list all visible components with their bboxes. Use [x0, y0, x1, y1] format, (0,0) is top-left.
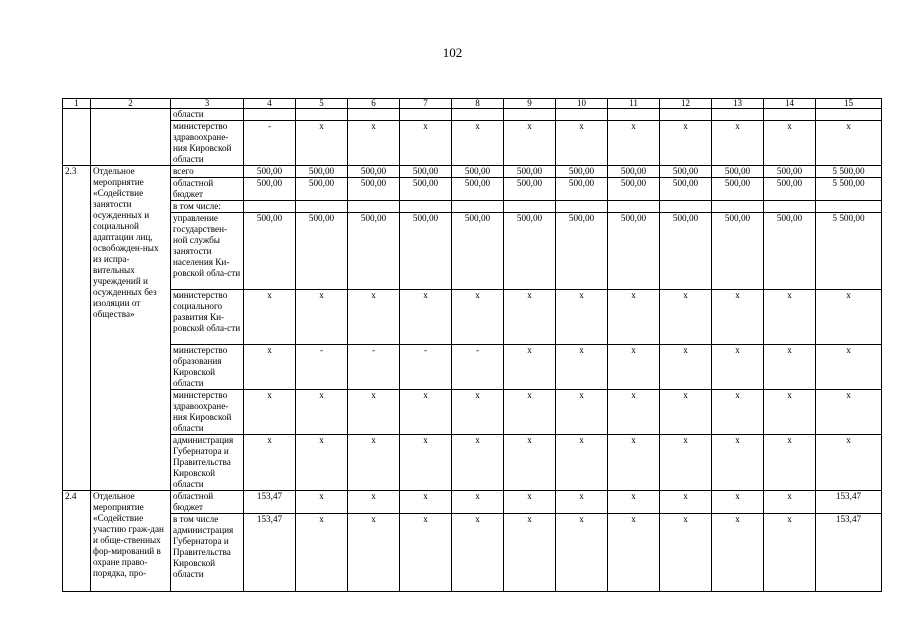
- value-cell: 500,00: [348, 178, 400, 201]
- value-cell: [348, 201, 400, 213]
- value-cell: [556, 109, 608, 121]
- table-row: [63, 178, 882, 201]
- value-cell: 153,47: [816, 514, 882, 592]
- value-cell: [816, 109, 882, 121]
- value-cell: [348, 109, 400, 121]
- value-cell: x: [816, 121, 882, 166]
- value-cell: 500,00: [400, 178, 452, 201]
- col-header: 5: [296, 99, 348, 109]
- executor-cell: в том числе:: [171, 201, 244, 213]
- value-cell: x: [348, 121, 400, 166]
- value-cell: x: [816, 435, 882, 491]
- value-cell: 500,00: [452, 166, 504, 178]
- value-cell: x: [504, 514, 556, 592]
- value-cell: x: [712, 345, 764, 390]
- executor-cell: администрация Губернатора и Правительства Кировской области: [171, 435, 244, 491]
- item-name-cell: Отдельное мероприятие «Содействие участию граж-дан и обще-ственных фор-мирований в охране право-порядка, про-: [91, 491, 171, 592]
- value-cell: x: [764, 390, 816, 435]
- item-number-cell: 2.3: [63, 166, 91, 491]
- value-cell: [504, 201, 556, 213]
- value-cell: 500,00: [712, 178, 764, 201]
- value-cell: 500,00: [348, 166, 400, 178]
- value-cell: [296, 201, 348, 213]
- value-cell: x: [296, 491, 348, 514]
- value-cell: x: [504, 290, 556, 345]
- executor-cell: министерство здравоохране-ния Кировской области: [171, 390, 244, 435]
- value-cell: x: [608, 491, 660, 514]
- value-cell: 500,00: [660, 178, 712, 201]
- col-header: 7: [400, 99, 452, 109]
- value-cell: x: [348, 491, 400, 514]
- value-cell: x: [660, 121, 712, 166]
- table-row: [63, 109, 882, 121]
- value-cell: x: [504, 345, 556, 390]
- value-cell: 500,00: [660, 213, 712, 290]
- value-cell: [452, 201, 504, 213]
- value-cell: x: [608, 514, 660, 592]
- executor-cell: в том числе администрация Губернатора и Правительства Кировской области: [171, 514, 244, 592]
- value-cell: 500,00: [244, 213, 296, 290]
- budget-table: [62, 98, 882, 592]
- value-cell: [296, 109, 348, 121]
- executor-cell: области: [171, 109, 244, 121]
- value-cell: x: [452, 491, 504, 514]
- value-cell: 500,00: [556, 166, 608, 178]
- executor-cell: областной бюджет: [171, 491, 244, 514]
- value-cell: 500,00: [764, 166, 816, 178]
- value-cell: x: [400, 491, 452, 514]
- value-cell: x: [608, 390, 660, 435]
- value-cell: x: [608, 290, 660, 345]
- executor-cell: управление государствен-ной службы занятости населения Ки-ровской обла-сти: [171, 213, 244, 290]
- executor-cell: министерство социального развития Ки-ровской обла-сти: [171, 290, 244, 345]
- value-cell: x: [348, 514, 400, 592]
- value-cell: [608, 109, 660, 121]
- value-cell: 500,00: [712, 166, 764, 178]
- value-cell: x: [764, 514, 816, 592]
- col-header: 3: [171, 99, 244, 109]
- value-cell: 500,00: [400, 166, 452, 178]
- value-cell: x: [816, 290, 882, 345]
- value-cell: 500,00: [348, 213, 400, 290]
- value-cell: x: [660, 390, 712, 435]
- value-cell: x: [452, 435, 504, 491]
- value-cell: x: [244, 290, 296, 345]
- value-cell: x: [816, 390, 882, 435]
- value-cell: 500,00: [296, 178, 348, 201]
- value-cell: x: [348, 290, 400, 345]
- table-row: [63, 166, 882, 178]
- table-row: [63, 514, 882, 592]
- table-row: [63, 290, 882, 345]
- value-cell: [764, 201, 816, 213]
- value-cell: [816, 201, 882, 213]
- value-cell: 500,00: [660, 166, 712, 178]
- value-cell: x: [556, 390, 608, 435]
- value-cell: -: [348, 345, 400, 390]
- value-cell: x: [712, 121, 764, 166]
- value-cell: [660, 109, 712, 121]
- value-cell: x: [608, 345, 660, 390]
- value-cell: 153,47: [816, 491, 882, 514]
- value-cell: x: [400, 435, 452, 491]
- value-cell: x: [556, 514, 608, 592]
- table-row: [63, 121, 882, 166]
- value-cell: [452, 109, 504, 121]
- col-header: 1: [63, 99, 91, 109]
- value-cell: x: [504, 491, 556, 514]
- item-number-cell: [63, 109, 91, 166]
- value-cell: 5 500,00: [816, 213, 882, 290]
- value-cell: x: [296, 514, 348, 592]
- value-cell: x: [400, 121, 452, 166]
- value-cell: x: [556, 121, 608, 166]
- value-cell: x: [400, 290, 452, 345]
- value-cell: x: [504, 390, 556, 435]
- col-header: 12: [660, 99, 712, 109]
- table-row: [63, 201, 882, 213]
- item-number-cell: 2.4: [63, 491, 91, 592]
- value-cell: 500,00: [608, 166, 660, 178]
- col-header: 10: [556, 99, 608, 109]
- value-cell: x: [400, 514, 452, 592]
- value-cell: x: [660, 435, 712, 491]
- col-header: 2: [91, 99, 171, 109]
- col-header: 11: [608, 99, 660, 109]
- value-cell: [712, 201, 764, 213]
- value-cell: x: [452, 121, 504, 166]
- value-cell: x: [816, 345, 882, 390]
- table-row: [63, 435, 882, 491]
- value-cell: 500,00: [244, 166, 296, 178]
- value-cell: x: [764, 290, 816, 345]
- value-cell: 500,00: [764, 178, 816, 201]
- value-cell: 500,00: [296, 213, 348, 290]
- value-cell: 500,00: [452, 178, 504, 201]
- value-cell: x: [712, 390, 764, 435]
- value-cell: x: [556, 290, 608, 345]
- value-cell: 500,00: [296, 166, 348, 178]
- value-cell: 5 500,00: [816, 166, 882, 178]
- value-cell: 500,00: [764, 213, 816, 290]
- value-cell: 500,00: [244, 178, 296, 201]
- value-cell: 500,00: [504, 166, 556, 178]
- value-cell: x: [764, 345, 816, 390]
- value-cell: 153,47: [244, 514, 296, 592]
- value-cell: x: [452, 390, 504, 435]
- value-cell: [764, 109, 816, 121]
- value-cell: x: [244, 345, 296, 390]
- value-cell: x: [400, 390, 452, 435]
- value-cell: x: [712, 435, 764, 491]
- value-cell: -: [244, 121, 296, 166]
- value-cell: [556, 201, 608, 213]
- value-cell: x: [712, 491, 764, 514]
- value-cell: x: [764, 435, 816, 491]
- value-cell: 500,00: [556, 213, 608, 290]
- value-cell: x: [244, 390, 296, 435]
- value-cell: 153,47: [244, 491, 296, 514]
- header-row: [63, 99, 882, 109]
- value-cell: x: [452, 290, 504, 345]
- executor-cell: всего: [171, 166, 244, 178]
- value-cell: [400, 201, 452, 213]
- value-cell: [504, 109, 556, 121]
- value-cell: x: [296, 290, 348, 345]
- item-name-cell: Отдельное мероприятие «Содействие занятости осужденных и социальной адаптации лиц, освобожден-ных из испра-вительных учреждений и осужденных без изоляции от общества»: [91, 166, 171, 491]
- col-header: 8: [452, 99, 504, 109]
- value-cell: [400, 109, 452, 121]
- value-cell: x: [712, 290, 764, 345]
- value-cell: x: [556, 435, 608, 491]
- value-cell: x: [556, 491, 608, 514]
- col-header: 15: [816, 99, 882, 109]
- value-cell: x: [608, 121, 660, 166]
- value-cell: x: [348, 435, 400, 491]
- value-cell: 500,00: [556, 178, 608, 201]
- table-row: [63, 213, 882, 290]
- value-cell: -: [296, 345, 348, 390]
- value-cell: x: [660, 514, 712, 592]
- col-header: 14: [764, 99, 816, 109]
- value-cell: x: [504, 435, 556, 491]
- value-cell: 500,00: [504, 178, 556, 201]
- col-header: 4: [244, 99, 296, 109]
- col-header: 9: [504, 99, 556, 109]
- item-name-cell: [91, 109, 171, 166]
- executor-cell: министерство здравоохране-ния Кировской области: [171, 121, 244, 166]
- value-cell: x: [556, 345, 608, 390]
- value-cell: x: [712, 514, 764, 592]
- value-cell: x: [608, 435, 660, 491]
- value-cell: x: [296, 435, 348, 491]
- value-cell: [660, 201, 712, 213]
- value-cell: 500,00: [504, 213, 556, 290]
- value-cell: 500,00: [452, 213, 504, 290]
- value-cell: -: [452, 345, 504, 390]
- value-cell: [608, 201, 660, 213]
- value-cell: x: [764, 121, 816, 166]
- value-cell: x: [296, 390, 348, 435]
- value-cell: x: [296, 121, 348, 166]
- executor-cell: областной бюджет: [171, 178, 244, 201]
- value-cell: 500,00: [712, 213, 764, 290]
- value-cell: 500,00: [608, 213, 660, 290]
- table-row: [63, 390, 882, 435]
- value-cell: x: [452, 514, 504, 592]
- table-row: [63, 491, 882, 514]
- value-cell: x: [764, 491, 816, 514]
- col-header: 6: [348, 99, 400, 109]
- value-cell: -: [400, 345, 452, 390]
- value-cell: [244, 109, 296, 121]
- value-cell: x: [348, 390, 400, 435]
- value-cell: x: [504, 121, 556, 166]
- value-cell: 5 500,00: [816, 178, 882, 201]
- value-cell: 500,00: [400, 213, 452, 290]
- value-cell: [244, 201, 296, 213]
- executor-cell: министерство образования Кировской области: [171, 345, 244, 390]
- value-cell: 500,00: [608, 178, 660, 201]
- col-header: 13: [712, 99, 764, 109]
- table-row: [63, 345, 882, 390]
- value-cell: x: [660, 290, 712, 345]
- value-cell: x: [244, 435, 296, 491]
- value-cell: [712, 109, 764, 121]
- value-cell: x: [660, 345, 712, 390]
- page-number: 102: [442, 45, 463, 60]
- value-cell: x: [660, 491, 712, 514]
